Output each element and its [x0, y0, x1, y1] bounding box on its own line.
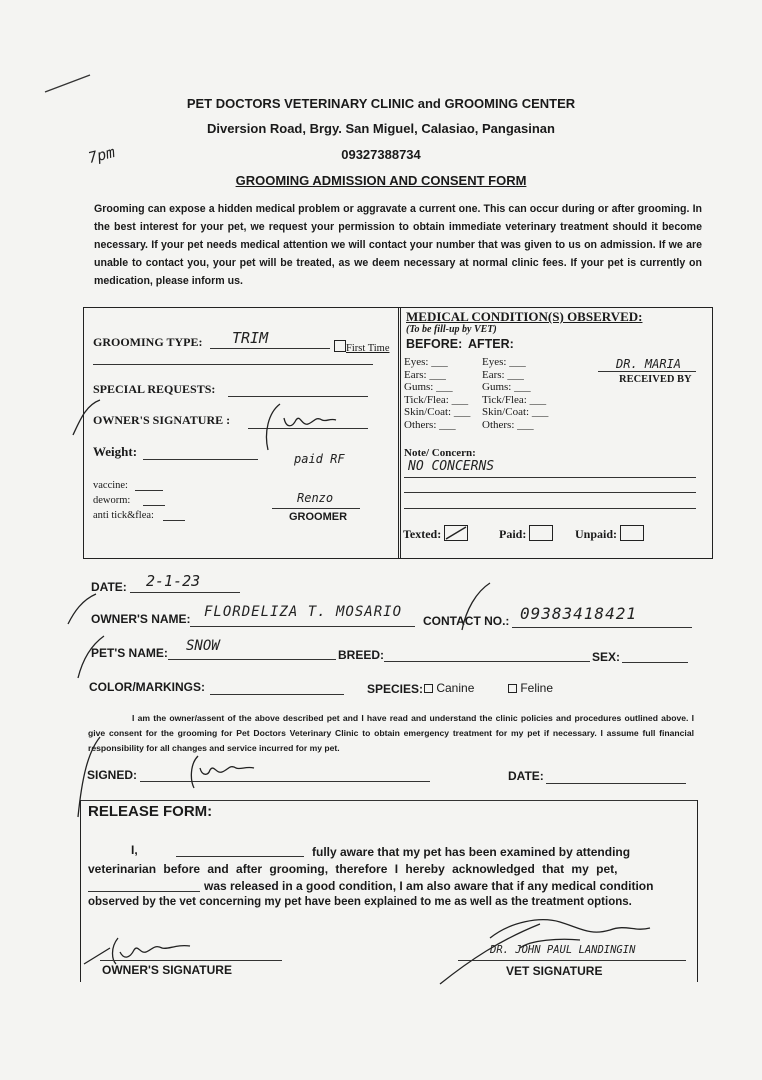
received-by-value[interactable]: DR. MARIA	[616, 357, 682, 371]
paid-note: paid RF	[294, 452, 345, 466]
received-by-label: RECEIVED BY	[619, 374, 692, 385]
owner-signature[interactable]	[250, 398, 340, 460]
medical-title: MEDICAL CONDITION(S) OBSERVED:	[406, 309, 643, 324]
special-requests-label: SPECIAL REQUESTS:	[93, 382, 216, 396]
first-time-checkbox[interactable]	[334, 340, 389, 354]
owner-signature-label: OWNER'S SIGNATURE :	[93, 413, 231, 427]
before-item[interactable]: Eyes: ___	[404, 356, 448, 368]
note-label: Note/ Concern:	[404, 447, 476, 459]
owner-signature-label-release: OWNER'S SIGNATURE	[102, 963, 232, 977]
release-line-4: observed by the vet concerning my pet have been explained to me as well as the treatment options.	[88, 896, 632, 908]
contact-label: CONTACT NO.:	[423, 614, 510, 628]
before-item[interactable]: Others: ___	[404, 418, 456, 431]
feline-option[interactable]	[508, 681, 553, 695]
canine-option[interactable]	[424, 681, 474, 695]
release-line-1: fully aware that my pet has been examined by attending	[312, 845, 631, 859]
paid-checkbox[interactable]	[499, 525, 553, 542]
after-item[interactable]: Tick/Flea: ___	[482, 393, 547, 406]
release-line-3: was released in a good condition, I am also aware that if any medical condition	[204, 879, 654, 893]
texted-label: Texted:	[403, 527, 442, 541]
vet-signature-label: VET SIGNATURE	[506, 964, 603, 978]
color-label: COLOR/MARKINGS:	[89, 680, 205, 694]
after-list	[482, 356, 548, 431]
owner-name-label: OWNER'S NAME:	[91, 612, 191, 626]
paid-label: Paid:	[499, 527, 527, 541]
margin-note: 7pm	[86, 142, 117, 168]
owner-name-value[interactable]: FLORDELIZA T. MOSARIO	[204, 604, 403, 620]
vaccine-label: vaccine:	[93, 480, 128, 491]
groomer-label: GROOMER	[289, 511, 348, 523]
release-line-2: veterinarian before and after grooming, therefore I hereby acknowledged that my pet,	[88, 862, 618, 876]
date-value[interactable]: 2-1-23	[146, 572, 201, 590]
release-i-label: I,	[131, 843, 138, 857]
species-label: SPECIES:	[367, 682, 424, 696]
texted-box[interactable]	[444, 525, 468, 541]
after-item[interactable]: Ears: ___	[482, 368, 524, 381]
signed-label: SIGNED:	[87, 768, 138, 782]
after-item[interactable]: Gums: ___	[482, 381, 531, 393]
breed-label: BREED:	[338, 648, 385, 662]
anti-tick-label: anti tick&flea:	[93, 510, 154, 521]
first-time-label: First Time	[346, 343, 390, 354]
release-title: RELEASE FORM:	[88, 803, 213, 820]
deworm-label: deworm:	[93, 495, 131, 506]
after-item[interactable]: Eyes: ___	[482, 356, 526, 368]
feline-label: Feline	[520, 681, 554, 695]
grooming-type-label: GROOMING TYPE:	[93, 335, 203, 349]
after-item[interactable]: Others: ___	[482, 418, 534, 431]
vet-name-value[interactable]: DR. JOHN PAUL LANDINGIN	[490, 944, 636, 956]
owner-initial-tick	[68, 395, 108, 440]
before-item[interactable]: Ears: ___	[404, 368, 446, 381]
sex-label: SEX:	[592, 650, 621, 664]
clinic-phone: 09327388734	[341, 147, 421, 162]
canine-label: Canine	[436, 681, 475, 695]
before-list	[404, 356, 470, 431]
groomer-value[interactable]: Renzo	[297, 491, 334, 505]
unpaid-checkbox[interactable]	[575, 525, 644, 542]
date-label: DATE:	[91, 580, 127, 594]
form-title: GROOMING ADMISSION AND CONSENT FORM	[235, 173, 527, 188]
after-label: AFTER:	[468, 337, 514, 351]
contact-value[interactable]: 09383418421	[520, 604, 637, 623]
consent-signature[interactable]	[180, 752, 260, 792]
unpaid-label: Unpaid:	[575, 527, 618, 541]
before-item[interactable]: Tick/Flea: ___	[404, 393, 469, 406]
before-label: BEFORE:	[406, 337, 463, 351]
clinic-address: Diversion Road, Brgy. San Miguel, Calasiao, Pangasinan	[207, 121, 555, 136]
weight-label: Weight:	[93, 444, 138, 459]
intro-paragraph: Grooming can expose a hidden medical problem or aggravate a current one. This can occur during or after grooming. In the best interest for your pet, we request your permission to obtain immediate veterinary treatment should it become necessary. If your pet needs medical attention we will contact your number that was given to us on admission. If we are unable to contact you, your pet will be treated, as we deem necessary at normal clinic fees. If your pet is currently on medication, please inform us.	[94, 203, 702, 287]
pet-name-value[interactable]: SNOW	[186, 638, 220, 654]
consent-text: I am the owner/assent of the above described pet and I have read and understand the clinic policies and procedures outlined above. I give consent for the grooming for Pet Doctors Veterinary Clinic to obtain emergency treatment for my pet if necessary. I assume full financial responsibility for all changes and service incurred for my pet.	[88, 713, 694, 753]
texted-checkbox[interactable]	[403, 525, 468, 542]
note-value[interactable]: NO CONCERNS	[408, 459, 495, 474]
check-mark-icon	[445, 526, 467, 540]
clinic-name: PET DOCTORS VETERINARY CLINIC and GROOMING CENTER	[186, 96, 576, 111]
consent-date-label: DATE:	[508, 769, 544, 783]
medical-subtitle: (To be fill-up by VET)	[406, 324, 497, 335]
pet-name-label: PET'S NAME:	[91, 646, 168, 660]
after-item[interactable]: Skin/Coat: ___	[482, 406, 549, 418]
before-item[interactable]: Skin/Coat: ___	[404, 406, 471, 418]
grooming-type-value[interactable]: TRIM	[232, 329, 269, 347]
before-item[interactable]: Gums: ___	[404, 381, 453, 393]
